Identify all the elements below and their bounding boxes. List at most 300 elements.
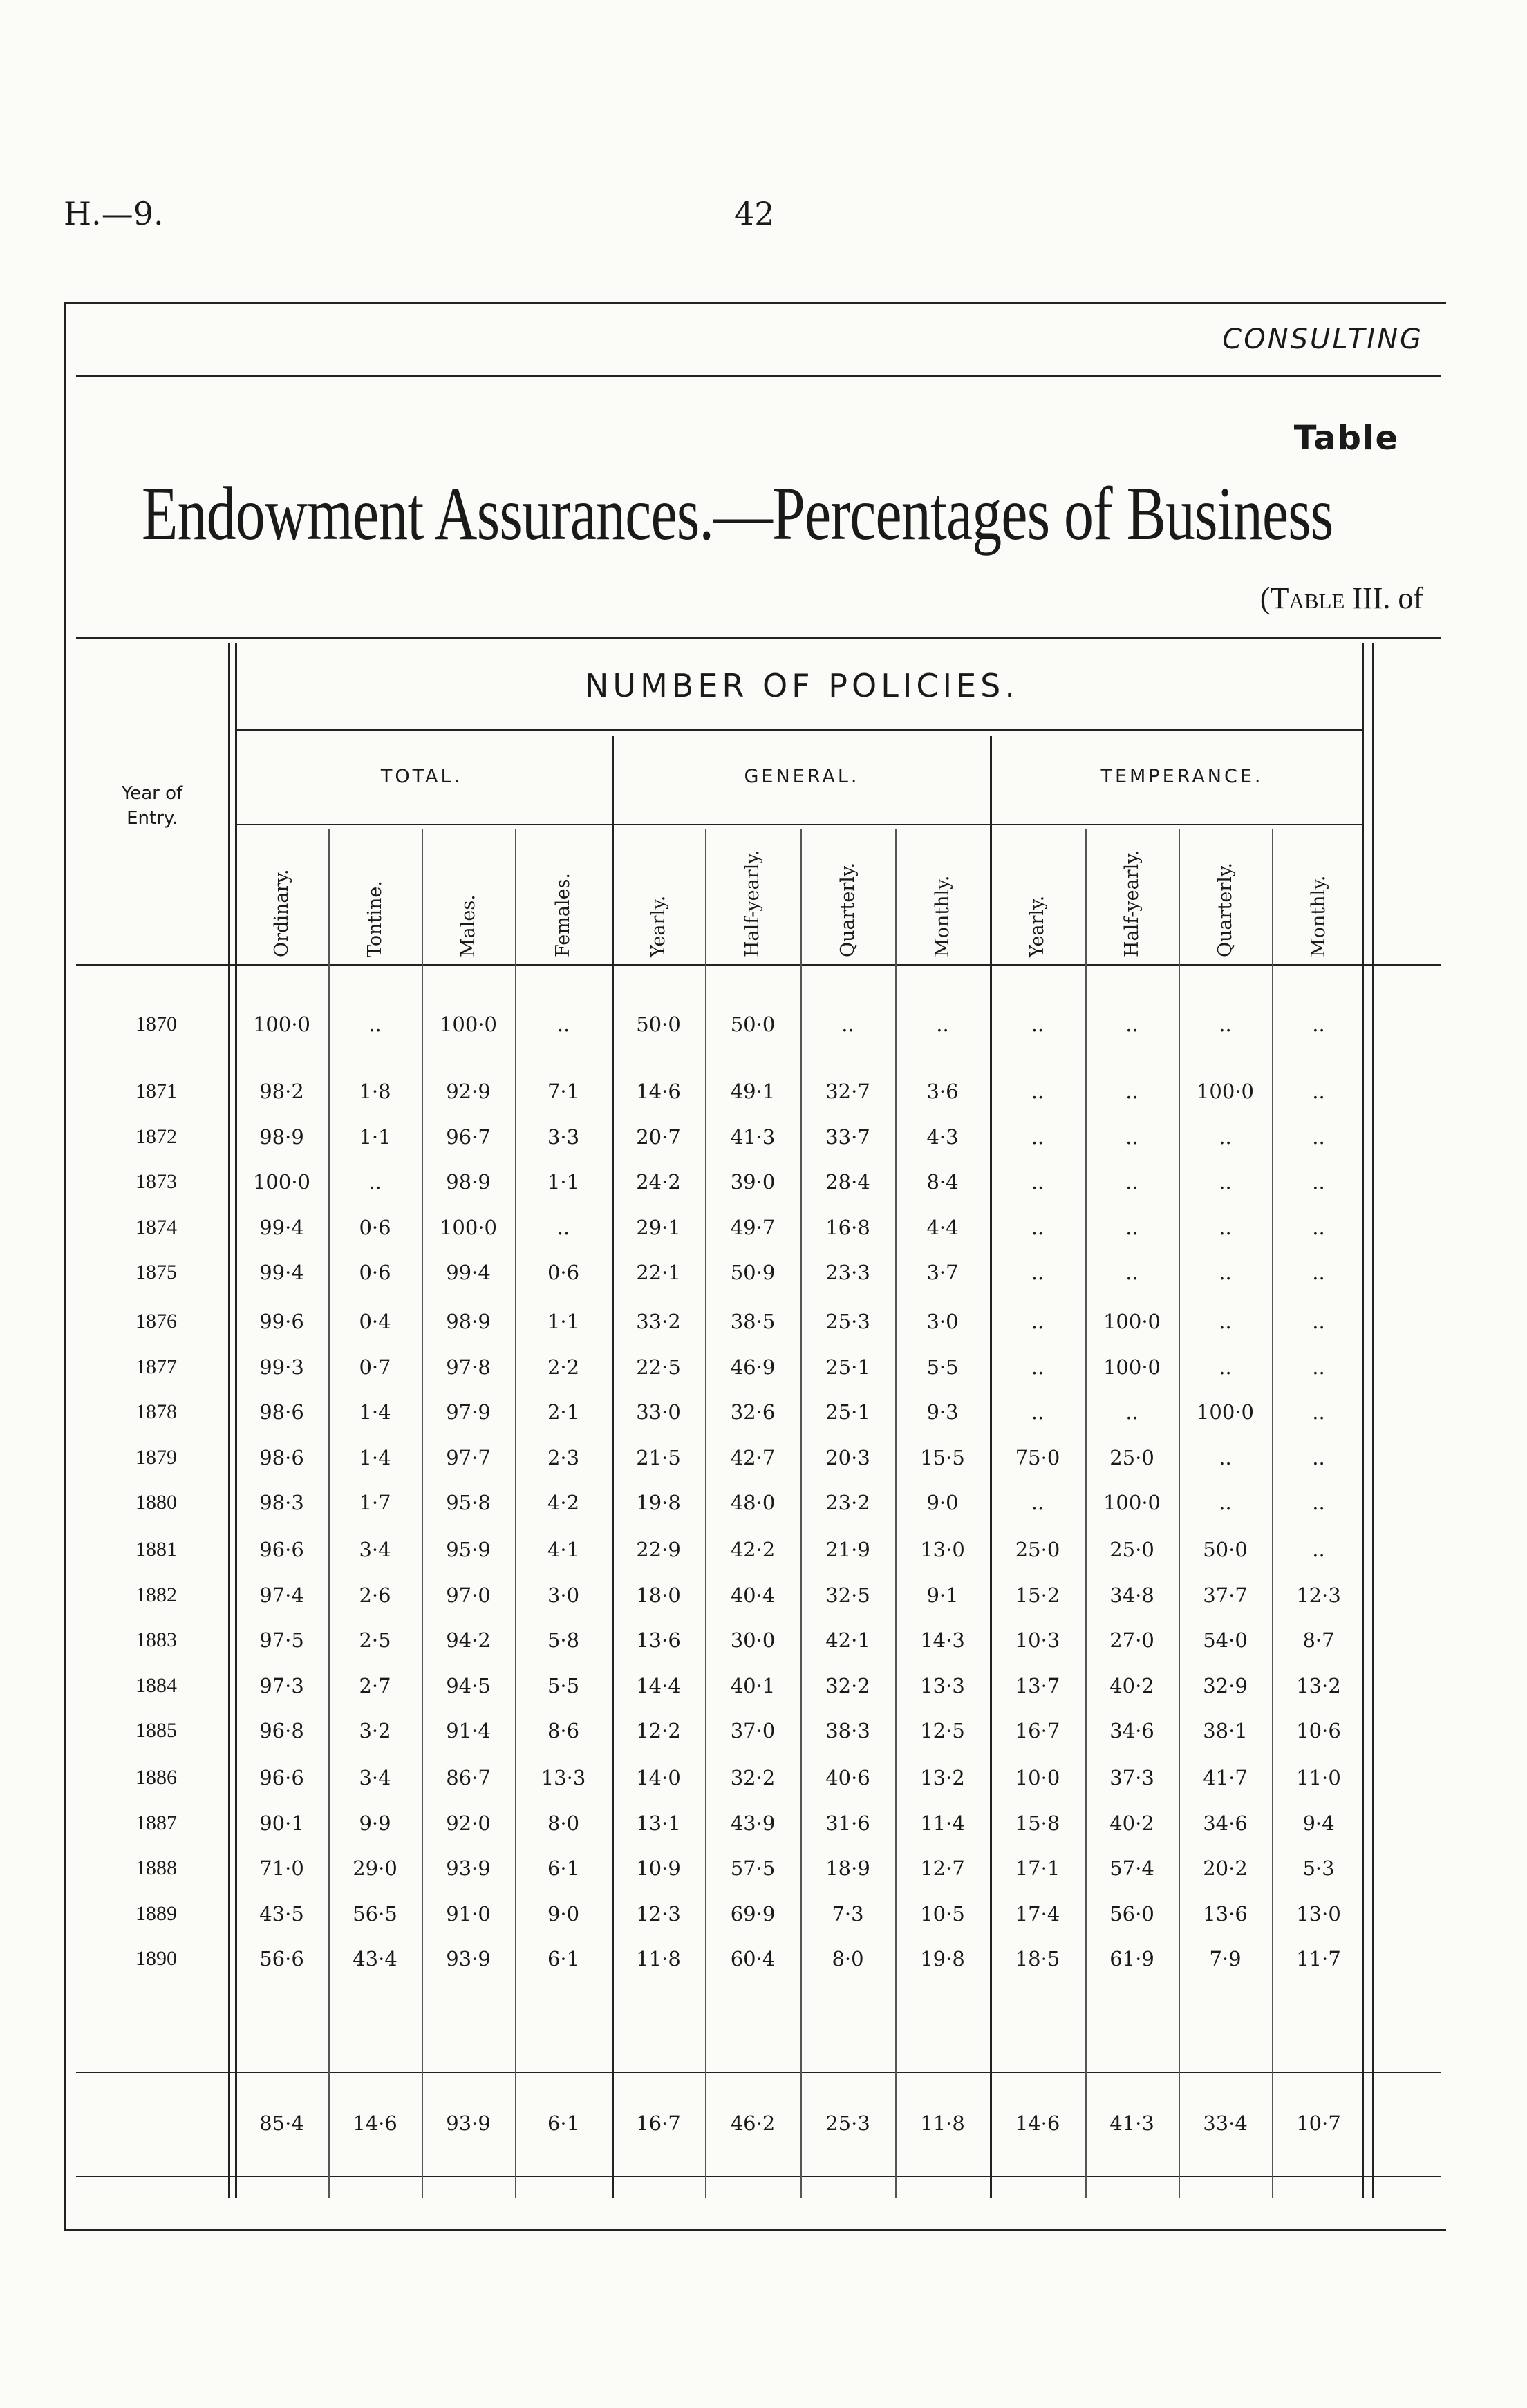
year-cell: 1884: [135, 1673, 177, 1697]
data-cell: 100·0: [252, 1013, 311, 1036]
data-cell: 96·6: [259, 1766, 304, 1789]
data-cell: 11·8: [636, 1947, 681, 1970]
year-cell: 1876: [135, 1310, 177, 1333]
total-cell: 16·7: [636, 2111, 681, 2135]
data-cell: 100·0: [1103, 1355, 1161, 1379]
data-cell: 3·3: [547, 1125, 580, 1149]
data-cell: ..: [1312, 1170, 1325, 1194]
data-cell: 12·2: [636, 1719, 681, 1742]
data-cell: ..: [1312, 1125, 1325, 1149]
data-cell: ..: [1219, 1215, 1232, 1239]
data-cell: ..: [1125, 1013, 1139, 1036]
data-cell: 97·5: [259, 1628, 304, 1652]
data-cell: 1·8: [359, 1080, 391, 1103]
year-cell: 1889: [135, 1901, 177, 1925]
data-cell: 5·8: [547, 1628, 580, 1652]
data-cell: 6·1: [547, 1856, 580, 1880]
total-cell: 33·4: [1203, 2111, 1248, 2135]
year-cell: 1870: [135, 1013, 177, 1035]
group-total: TOTAL.: [380, 766, 463, 787]
data-cell: ..: [1031, 1400, 1044, 1424]
data-cell: 19·8: [920, 1947, 965, 1970]
year-cell: 1886: [135, 1766, 177, 1789]
data-cell: ..: [368, 1013, 382, 1036]
data-cell: 29·1: [636, 1215, 681, 1239]
data-cell: ..: [1125, 1215, 1139, 1239]
data-cell: 94·2: [446, 1628, 491, 1652]
left-rule: [64, 302, 66, 2230]
header-bottom-rule: [76, 964, 1441, 966]
data-cell: 17·4: [1015, 1901, 1060, 1926]
data-cell: 98·6: [259, 1400, 304, 1424]
data-cell: 100·0: [1103, 1310, 1161, 1333]
data-cell: 12·7: [920, 1856, 965, 1880]
data-cell: 98·9: [446, 1310, 491, 1333]
data-cell: 22·5: [636, 1355, 681, 1379]
data-cell: 42·7: [730, 1445, 776, 1469]
data-cell: 14·4: [636, 1673, 681, 1697]
data-cell: 0·4: [359, 1310, 391, 1333]
data-cell: 22·9: [636, 1538, 681, 1561]
data-cell: 97·7: [446, 1445, 491, 1469]
column-heading: Quarterly.: [1214, 862, 1236, 957]
data-cell: ..: [1031, 1261, 1044, 1284]
data-cell: ..: [936, 1013, 949, 1036]
data-cell: 20·2: [1203, 1856, 1248, 1880]
data-cell: 12·3: [1296, 1583, 1341, 1607]
data-cell: 100·0: [439, 1013, 498, 1036]
data-cell: 11·0: [1296, 1766, 1341, 1789]
data-cell: 25·1: [825, 1355, 870, 1379]
column-heading: Yearly.: [647, 895, 669, 957]
data-cell: 98·9: [259, 1125, 304, 1149]
data-cell: 24·2: [636, 1170, 681, 1194]
data-cell: 50·9: [730, 1261, 776, 1284]
data-cell: 9·4: [1302, 1811, 1335, 1835]
year-cell: 1890: [135, 1947, 177, 1970]
page-title: Endowment Assurances.—Percentages of Business: [142, 471, 1333, 556]
data-cell: 40·6: [825, 1766, 870, 1789]
data-cell: 9·3: [926, 1400, 959, 1424]
data-cell: 12·5: [920, 1719, 965, 1742]
data-cell: ..: [1219, 1355, 1232, 1379]
data-cell: 40·2: [1109, 1811, 1154, 1835]
data-cell: 56·0: [1109, 1901, 1154, 1926]
data-cell: ..: [1312, 1310, 1325, 1333]
data-cell: ..: [1312, 1538, 1325, 1561]
table-reference: (Table III. of: [1259, 581, 1423, 615]
data-cell: 20·7: [636, 1125, 681, 1149]
data-cell: 46·9: [730, 1355, 776, 1379]
data-cell: 27·0: [1109, 1628, 1154, 1652]
data-cell: ..: [1312, 1080, 1325, 1103]
data-cell: 8·7: [1302, 1628, 1335, 1652]
data-cell: 97·3: [259, 1673, 304, 1697]
data-cell: 4·1: [547, 1538, 580, 1561]
data-cell: 15·8: [1015, 1811, 1060, 1835]
data-cell: 33·7: [825, 1125, 870, 1149]
data-cell: 34·6: [1109, 1719, 1154, 1742]
data-cell: 57·5: [730, 1856, 776, 1880]
data-cell: 43·5: [259, 1901, 304, 1926]
data-cell: 23·3: [825, 1261, 870, 1284]
data-cell: ..: [1219, 1261, 1232, 1284]
data-cell: 29·0: [353, 1856, 397, 1880]
data-cell: 4·2: [547, 1491, 580, 1514]
data-cell: 1·4: [359, 1445, 391, 1469]
year-cell: 1887: [135, 1811, 177, 1834]
data-cell: ..: [1031, 1013, 1044, 1036]
data-cell: 38·3: [825, 1719, 870, 1742]
data-cell: 0·6: [359, 1261, 391, 1284]
data-cell: 25·0: [1109, 1445, 1154, 1469]
data-cell: 16·8: [825, 1215, 870, 1239]
data-cell: ..: [556, 1215, 570, 1239]
data-cell: 69·9: [730, 1901, 776, 1926]
year-cell: 1879: [135, 1445, 177, 1469]
data-cell: 4·3: [926, 1125, 959, 1149]
data-cell: 12·3: [636, 1901, 681, 1926]
data-cell: 43·4: [353, 1947, 397, 1970]
data-cell: ..: [1031, 1170, 1044, 1194]
data-cell: 40·4: [730, 1583, 776, 1607]
data-cell: ..: [1219, 1170, 1232, 1194]
data-cell: 71·0: [259, 1856, 304, 1880]
column-rule: [228, 643, 230, 2198]
data-cell: 98·2: [259, 1080, 304, 1103]
data-cell: 99·4: [446, 1261, 491, 1284]
data-cell: 56·5: [353, 1901, 397, 1926]
data-cell: 0·7: [359, 1355, 391, 1379]
data-cell: ..: [1031, 1125, 1044, 1149]
data-cell: 100·0: [1196, 1400, 1255, 1424]
data-cell: 10·6: [1296, 1719, 1341, 1742]
number-of-policies-heading: NUMBER OF POLICIES.: [585, 667, 1019, 704]
data-cell: 10·5: [920, 1901, 965, 1926]
data-cell: 39·0: [730, 1170, 776, 1194]
data-cell: ..: [1312, 1445, 1325, 1469]
data-cell: 42·1: [825, 1628, 870, 1652]
data-cell: 18·5: [1015, 1947, 1060, 1970]
year-cell: 1878: [135, 1400, 177, 1423]
data-cell: 8·4: [926, 1170, 959, 1194]
data-cell: 17·1: [1015, 1856, 1060, 1880]
data-cell: 23·2: [825, 1491, 870, 1514]
data-cell: 16·7: [1015, 1719, 1060, 1742]
data-cell: ..: [1219, 1445, 1232, 1469]
data-cell: 2·6: [359, 1583, 391, 1607]
data-cell: 32·9: [1203, 1673, 1248, 1697]
data-cell: 38·5: [730, 1310, 776, 1333]
data-cell: 25·0: [1109, 1538, 1154, 1561]
data-cell: 33·0: [636, 1400, 681, 1424]
data-cell: 13·6: [1203, 1901, 1248, 1926]
data-cell: ..: [1031, 1215, 1044, 1239]
data-cell: ..: [1312, 1215, 1325, 1239]
year-cell: 1885: [135, 1719, 177, 1742]
column-heading: Monthly.: [931, 875, 953, 957]
data-cell: 75·0: [1015, 1445, 1060, 1469]
data-cell: 54·0: [1203, 1628, 1248, 1652]
year-cell: 1873: [135, 1170, 177, 1193]
data-cell: 98·9: [446, 1170, 491, 1194]
data-cell: ..: [368, 1170, 382, 1194]
column-heading: Half-yearly.: [1121, 849, 1143, 957]
data-cell: 14·0: [636, 1766, 681, 1789]
data-cell: 99·6: [259, 1310, 304, 1333]
data-cell: 37·3: [1109, 1766, 1154, 1789]
data-cell: ..: [841, 1013, 854, 1036]
data-cell: 34·6: [1203, 1811, 1248, 1835]
data-cell: 25·0: [1015, 1538, 1060, 1561]
data-cell: 30·0: [730, 1628, 776, 1652]
total-cell: 41·3: [1109, 2111, 1154, 2135]
column-heading: Tontine.: [364, 881, 386, 957]
data-cell: 94·5: [446, 1673, 491, 1697]
data-cell: 99·4: [259, 1215, 304, 1239]
data-cell: 13·3: [541, 1766, 586, 1789]
total-cell: 93·9: [446, 2111, 491, 2135]
data-cell: 9·0: [547, 1901, 580, 1926]
data-cell: 13·0: [920, 1538, 965, 1561]
data-cell: 2·5: [359, 1628, 391, 1652]
data-cell: 32·2: [825, 1673, 870, 1697]
data-cell: 3·0: [926, 1310, 959, 1333]
data-cell: 8·0: [547, 1811, 580, 1835]
data-cell: 8·6: [547, 1719, 580, 1742]
data-cell: 32·6: [730, 1400, 776, 1424]
data-cell: 9·9: [359, 1811, 391, 1835]
year-cell: 1880: [135, 1491, 177, 1514]
group-rule: [235, 824, 1362, 825]
data-cell: 40·2: [1109, 1673, 1154, 1697]
data-cell: 2·1: [547, 1400, 580, 1424]
data-cell: 11·7: [1296, 1947, 1341, 1970]
top-rule: [64, 302, 1446, 304]
year-cell: 1875: [135, 1261, 177, 1283]
number-of-policies-rule: [235, 729, 1362, 731]
data-cell: 4·4: [926, 1215, 959, 1239]
data-cell: 21·5: [636, 1445, 681, 1469]
data-cell: 3·7: [926, 1261, 959, 1284]
total-cell: 10·7: [1296, 2111, 1341, 2135]
data-cell: ..: [1312, 1013, 1325, 1036]
data-cell: ..: [1031, 1491, 1044, 1514]
consulting-heading: CONSULTING: [1222, 323, 1423, 355]
consulting-rule: [76, 375, 1441, 377]
column-heading: Monthly.: [1307, 875, 1329, 957]
table-label: Table: [1293, 419, 1399, 458]
total-cell: 85·4: [259, 2111, 304, 2135]
column-heading: Males.: [457, 894, 479, 957]
data-cell: 3·6: [926, 1080, 959, 1103]
data-cell: 2·7: [359, 1673, 391, 1697]
data-cell: 50·0: [1203, 1538, 1248, 1561]
data-cell: 61·9: [1109, 1947, 1154, 1970]
data-cell: 37·7: [1203, 1583, 1248, 1607]
data-cell: 13·6: [636, 1628, 681, 1652]
year-cell: 1883: [135, 1628, 177, 1651]
group-general: GENERAL.: [744, 766, 860, 787]
data-cell: 93·9: [446, 1856, 491, 1880]
data-cell: 2·3: [547, 1445, 580, 1469]
data-cell: 5·5: [547, 1673, 580, 1697]
year-cell: 1888: [135, 1856, 177, 1879]
data-cell: 92·0: [446, 1811, 491, 1835]
total-cell: 25·3: [825, 2111, 870, 2135]
data-cell: ..: [1312, 1491, 1325, 1514]
data-cell: 0·6: [547, 1261, 580, 1284]
data-cell: ..: [1219, 1013, 1232, 1036]
data-cell: 9·1: [926, 1583, 959, 1607]
totals-bottom-rule: [76, 2176, 1441, 2177]
year-cell: 1881: [135, 1538, 177, 1561]
data-cell: 100·0: [439, 1215, 498, 1239]
column-heading: Half-yearly.: [742, 849, 763, 957]
data-cell: 43·9: [730, 1811, 776, 1835]
data-cell: 33·2: [636, 1310, 681, 1333]
data-cell: 100·0: [252, 1170, 311, 1194]
data-cell: ..: [1125, 1261, 1139, 1284]
total-cell: 46·2: [730, 2111, 776, 2135]
data-cell: 96·7: [446, 1125, 491, 1149]
data-cell: 3·0: [547, 1583, 580, 1607]
data-cell: 37·0: [730, 1719, 776, 1742]
data-cell: 48·0: [730, 1491, 776, 1514]
data-cell: 38·1: [1203, 1719, 1248, 1742]
data-cell: 15·2: [1015, 1583, 1060, 1607]
data-cell: 9·0: [926, 1491, 959, 1514]
title-rule: [76, 637, 1441, 639]
data-cell: 32·5: [825, 1583, 870, 1607]
data-cell: 13·2: [1296, 1673, 1341, 1697]
data-cell: 3·4: [359, 1538, 391, 1561]
data-cell: 1·1: [359, 1125, 391, 1149]
data-cell: 18·9: [825, 1856, 870, 1880]
data-cell: 90·1: [259, 1811, 304, 1835]
data-cell: 98·3: [259, 1491, 304, 1514]
data-cell: 56·6: [259, 1947, 304, 1970]
data-cell: 93·9: [446, 1947, 491, 1970]
data-cell: ..: [1031, 1355, 1044, 1379]
totals-top-rule: [76, 2072, 1441, 2073]
data-cell: ..: [1031, 1080, 1044, 1103]
year-cell: 1882: [135, 1583, 177, 1606]
data-cell: 49·1: [730, 1080, 776, 1103]
data-cell: 32·7: [825, 1080, 870, 1103]
data-cell: 57·4: [1109, 1856, 1154, 1880]
data-cell: 15·5: [920, 1445, 965, 1469]
data-cell: 97·9: [446, 1400, 491, 1424]
data-cell: 40·1: [730, 1673, 776, 1697]
column-heading: Females.: [552, 873, 574, 957]
data-cell: 86·7: [446, 1766, 491, 1789]
data-cell: 7·3: [832, 1901, 864, 1926]
data-cell: 13·3: [920, 1673, 965, 1697]
data-cell: ..: [1219, 1310, 1232, 1333]
data-cell: 97·8: [446, 1355, 491, 1379]
data-cell: 60·4: [730, 1947, 776, 1970]
data-cell: ..: [1125, 1080, 1139, 1103]
data-cell: 100·0: [1103, 1491, 1161, 1514]
year-cell: 1872: [135, 1125, 177, 1148]
data-cell: ..: [1125, 1125, 1139, 1149]
data-cell: 97·4: [259, 1583, 304, 1607]
data-cell: 28·4: [825, 1170, 870, 1194]
data-cell: 95·9: [446, 1538, 491, 1561]
data-cell: 10·0: [1015, 1766, 1060, 1789]
data-cell: 92·9: [446, 1080, 491, 1103]
column-rule: [1372, 643, 1374, 2198]
data-cell: 96·8: [259, 1719, 304, 1742]
data-cell: 2·2: [547, 1355, 580, 1379]
data-cell: 22·1: [636, 1261, 681, 1284]
data-cell: 91·4: [446, 1719, 491, 1742]
data-cell: ..: [1219, 1125, 1232, 1149]
data-cell: 20·3: [825, 1445, 870, 1469]
data-cell: 19·8: [636, 1491, 681, 1514]
data-cell: 41·7: [1203, 1766, 1248, 1789]
data-cell: 96·6: [259, 1538, 304, 1561]
data-cell: 14·6: [636, 1080, 681, 1103]
column-heading: Quarterly.: [836, 862, 859, 957]
data-cell: 5·5: [926, 1355, 959, 1379]
data-cell: 1·4: [359, 1400, 391, 1424]
data-cell: ..: [1125, 1400, 1139, 1424]
data-cell: 1·7: [359, 1491, 391, 1514]
total-cell: 14·6: [1015, 2111, 1060, 2135]
data-cell: ..: [1031, 1310, 1044, 1333]
data-cell: 8·0: [832, 1947, 864, 1970]
page-reference: H.—9.: [64, 195, 164, 232]
data-cell: 18·0: [636, 1583, 681, 1607]
data-cell: 21·9: [825, 1538, 870, 1561]
data-cell: ..: [1125, 1170, 1139, 1194]
column-heading: Yearly.: [1027, 895, 1048, 957]
data-cell: 7·1: [547, 1080, 580, 1103]
data-cell: 34·8: [1109, 1583, 1154, 1607]
data-cell: 42·2: [730, 1538, 776, 1561]
data-cell: 50·0: [636, 1013, 681, 1036]
data-cell: 11·4: [920, 1811, 965, 1835]
data-cell: ..: [556, 1013, 570, 1036]
data-cell: 13·2: [920, 1766, 965, 1789]
data-cell: 97·0: [446, 1583, 491, 1607]
year-of-entry-heading: Year of Entry.: [121, 783, 183, 829]
data-cell: 25·1: [825, 1400, 870, 1424]
year-cell: 1877: [135, 1355, 177, 1378]
data-cell: 98·6: [259, 1445, 304, 1469]
data-cell: 49·7: [730, 1215, 776, 1239]
data-cell: 99·4: [259, 1261, 304, 1284]
data-cell: 50·0: [730, 1013, 776, 1036]
data-cell: 99·3: [259, 1355, 304, 1379]
page-number: 42: [734, 195, 775, 232]
data-cell: 95·8: [446, 1491, 491, 1514]
data-cell: 91·0: [446, 1901, 491, 1926]
data-cell: 6·1: [547, 1947, 580, 1970]
data-cell: 3·4: [359, 1766, 391, 1789]
data-cell: ..: [1312, 1261, 1325, 1284]
data-cell: ..: [1312, 1355, 1325, 1379]
data-cell: 31·6: [825, 1811, 870, 1835]
column-heading: Ordinary.: [270, 869, 292, 957]
data-cell: 13·7: [1015, 1673, 1060, 1697]
data-cell: 13·1: [636, 1811, 681, 1835]
year-cell: 1874: [135, 1215, 177, 1239]
data-cell: 25·3: [825, 1310, 870, 1333]
total-cell: 6·1: [547, 2111, 580, 2135]
